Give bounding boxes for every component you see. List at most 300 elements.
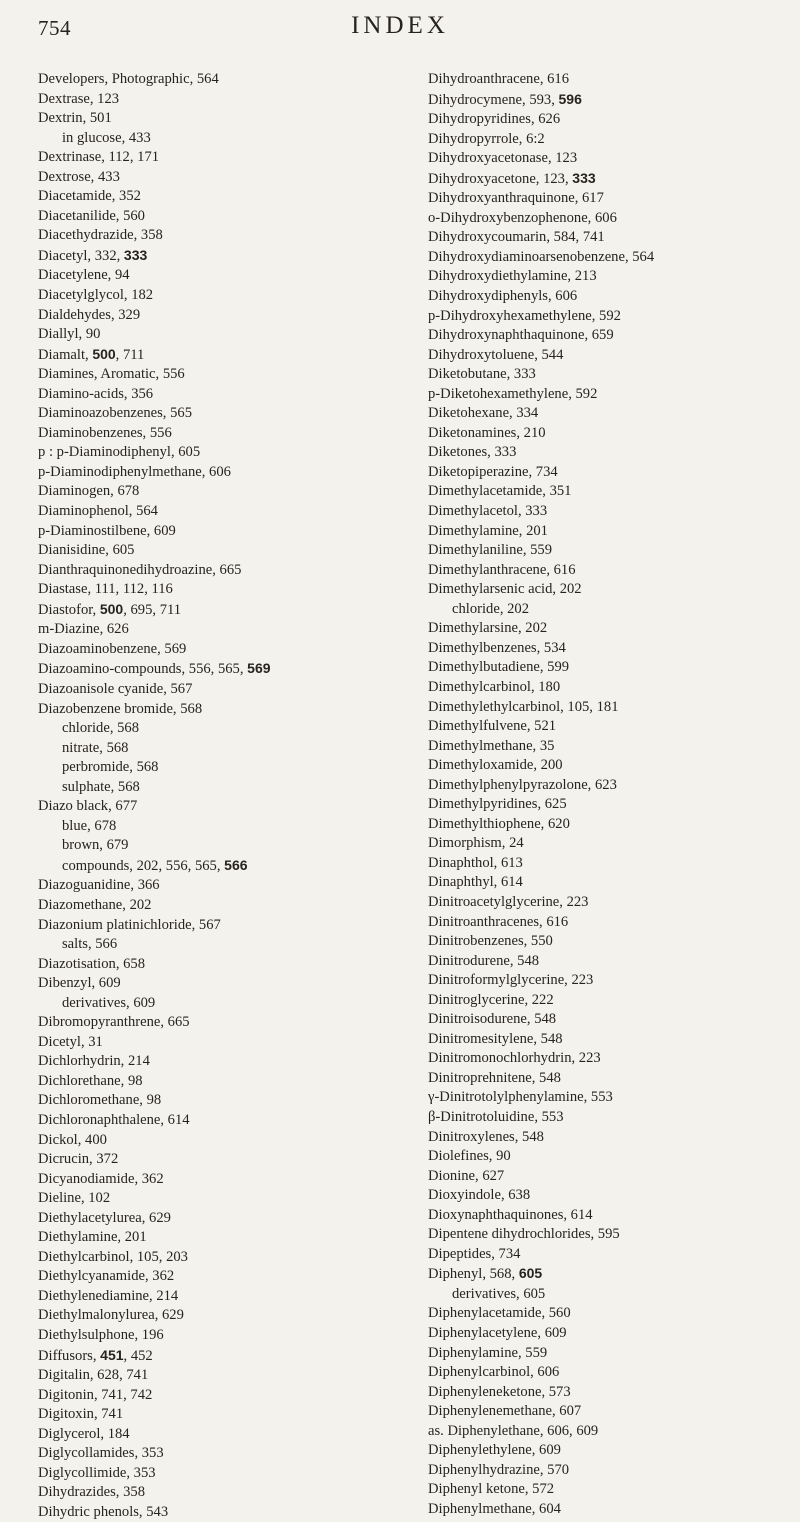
index-entry [428,1264,796,1285]
index-entry [38,541,418,561]
index-entry [428,1225,796,1245]
entry-text: Dihydroxyacetonase, 123 [428,150,578,167]
entry-text: Diketobutane, 333 [428,366,536,383]
index-entry [428,1069,796,1089]
entry-text: Dimethylthiophene, 620 [428,815,570,832]
entry-text: Dextrose, 433 [38,168,120,185]
index-entry [38,580,418,600]
entry-text: Diphenylenemethane, 607 [428,1403,582,1420]
entry-text: Dihydroxydiethylamine, 213 [428,268,597,285]
index-entry [428,1147,796,1167]
principal-page-ref: 596 [558,90,582,107]
index-entry [38,620,418,640]
entry-text: Dinitroanthracenes, 616 [428,913,569,930]
entry-text: blue, 678 [62,817,117,834]
entry-text: Diphenylmethane, 604 [428,1500,561,1517]
index-entry [38,1425,418,1445]
entry-text: Dimethylaniline, 559 [428,542,553,559]
index-entry [428,522,796,542]
index-entry [428,502,796,522]
entry-text: Dihydrocymene, 593, [428,91,559,108]
entry-text: Diazoamino-compounds, 556, 565, [38,661,248,678]
index-column-left [38,70,418,1522]
index-entry [428,307,796,327]
entry-text: Dichlorhydrin, 214 [38,1053,150,1070]
entry-text: in glucose, 433 [62,129,151,146]
entry-text: Dimethylacetamide, 351 [428,483,572,500]
index-subentry [38,129,418,149]
entry-text: Dimethylbutadiene, 599 [428,659,570,676]
index-entry [428,70,796,90]
entry-text: Diamalt, [38,346,93,363]
entry-text: Diacetanilide, 560 [38,207,145,224]
entry-text: Dimethylarsenic acid, 202 [428,581,582,598]
index-entry [428,149,796,169]
index-entry [38,463,418,483]
entry-text: sulphate, 568 [62,778,140,795]
index-entry [428,1480,796,1500]
index-entry [428,248,796,268]
index-entry [38,482,418,502]
index-entry [38,1248,418,1268]
entry-text: Diaminophenol, 564 [38,503,158,520]
index-entry [38,1306,418,1326]
index-entry [428,443,796,463]
index-subentry [428,1285,796,1305]
entry-text: Dextrinase, 112, 171 [38,149,160,166]
index-subentry [38,739,418,759]
index-entry [38,1072,418,1092]
entry-text: Diazonium platinichloride, 567 [38,916,221,933]
entry-text: Dihydroxytoluene, 544 [428,346,564,363]
entry-text: as. Diphenylethane, 606, 609 [428,1422,599,1439]
index-entry [428,932,796,952]
entry-text: Dihydropyridines, 626 [428,111,561,128]
index-entry [428,815,796,835]
entry-text: derivatives, 605 [452,1285,546,1302]
index-entry [38,1111,418,1131]
index-entry [428,952,796,972]
entry-text: Dimethylarsine, 202 [428,620,548,637]
index-entry [38,90,418,110]
index-entry [38,1150,418,1170]
index-entry [428,619,796,639]
entry-text: Dioxyindole, 638 [428,1187,531,1204]
entry-text: Diazotisation, 658 [38,955,146,972]
index-entry [38,286,418,306]
index-entry [428,756,796,776]
index-entry [38,109,418,129]
index-entry [38,640,418,660]
entry-text: Dichloromethane, 98 [38,1092,162,1109]
entry-text: o-Dihydroxybenzophenone, 606 [428,209,617,226]
entry-text: Dichlorethane, 98 [38,1072,143,1089]
entry-text: Dicrucin, 372 [38,1151,119,1168]
principal-page-ref: 500 [99,600,124,617]
index-entry [38,424,418,444]
index-entry [428,1363,796,1383]
entry-text: Dionine, 627 [428,1167,505,1184]
entry-text: Diolefines, 90 [428,1148,511,1165]
entry-text: p-Diaminostilbene, 609 [38,522,176,539]
entry-text: Dianthraquinonedihydroazine, 665 [38,561,242,578]
index-entry [428,346,796,366]
index-entry [38,443,418,463]
index-entry [428,1088,796,1108]
index-entry [428,854,796,874]
index-entry [38,916,418,936]
entry-text: Dieline, 102 [38,1190,111,1207]
index-entry [428,1441,796,1461]
index-entry [38,1287,418,1307]
entry-text: compounds, 202, 556, 565, [62,857,225,874]
entry-text: Dextrase, 123 [38,90,120,107]
index-entry [38,1013,418,1033]
index-entry [428,404,796,424]
entry-text: Diazoanisole cyanide, 567 [38,680,193,697]
entry-text: Diphenyl ketone, 572 [428,1481,555,1498]
index-entry [428,873,796,893]
entry-text: γ-Dinitrotolylphenylamine, 553 [428,1089,613,1106]
entry-text: Dihydropyrrole, 6:2 [428,130,545,147]
entry-text: Dinitroisodurene, 548 [428,1011,557,1028]
index-entry [428,326,796,346]
index-entry [38,1052,418,1072]
index-entry [38,1346,418,1367]
index-entry [38,266,418,286]
index-entry [38,974,418,994]
index-entry [38,246,418,267]
index-entry [428,658,796,678]
index-entry [38,522,418,542]
index-entry [38,306,418,326]
index-entry [428,169,796,190]
index-column-right [428,70,796,1519]
principal-page-ref: 451 [100,1346,124,1363]
entry-text: Diphenylhydrazine, 570 [428,1461,570,1478]
entry-text: Dimethylanthracene, 616 [428,561,576,578]
entry-text: Diethylamine, 201 [38,1229,147,1246]
index-entry [428,893,796,913]
entry-text: Dimethylmethane, 35 [428,737,555,754]
entry-text: Dinitroglycerine, 222 [428,991,554,1008]
index-entry [38,561,418,581]
index-entry [38,226,418,246]
entry-text: chloride, 202 [452,600,530,617]
index-entry [428,463,796,483]
index-entry [38,187,418,207]
entry-text: Dinitroxylenes, 548 [428,1128,544,1145]
entry-text: Diphenylcarbinol, 606 [428,1364,560,1381]
entry-text: Diketopiperazine, 734 [428,463,558,480]
entry-text: Diethylenediamine, 214 [38,1287,179,1304]
index-entry [428,834,796,854]
index-entry [38,797,418,817]
index-entry [38,1170,418,1190]
entry-text: Dioxynaphthaquinones, 614 [428,1206,593,1223]
index-subentry [428,600,796,620]
entry-text: Diamines, Aromatic, 556 [38,366,185,383]
entry-text: Dimethylethylcarbinol, 105, 181 [428,698,619,715]
index-entry [38,1091,418,1111]
index-entry [428,1500,796,1520]
entry-text: Dimorphism, 24 [428,835,524,852]
entry-text-after: , 711 [115,346,145,363]
index-entry [38,1033,418,1053]
index-entry [38,1444,418,1464]
principal-page-ref: 566 [224,856,248,873]
index-entry [38,680,418,700]
index-entry [428,1010,796,1030]
entry-text: Diazo black, 677 [38,798,138,815]
index-entry [428,1304,796,1324]
principal-page-ref: 569 [247,660,271,677]
entry-text: Dimethyloxamide, 200 [428,757,563,774]
index-entry [428,228,796,248]
entry-text: Diaminoazobenzenes, 565 [38,405,192,422]
index-entry [38,1267,418,1287]
entry-text: Dinitrodurene, 548 [428,952,540,969]
index-entry [38,168,418,188]
index-subentry [38,817,418,837]
entry-text: Dextrin, 501 [38,110,112,127]
index-entry [428,1402,796,1422]
entry-text: Dibenzyl, 609 [38,975,121,992]
index-entry [428,580,796,600]
index-subentry [38,758,418,778]
entry-text: Dihydroxydiphenyls, 606 [428,288,578,305]
index-entry [38,325,418,345]
entry-text: Dihydroanthracene, 616 [428,71,570,87]
principal-page-ref: 333 [572,169,596,186]
index-entry [38,659,418,680]
index-entry [38,1209,418,1229]
entry-text: Dipeptides, 734 [428,1245,521,1262]
index-entry [428,991,796,1011]
index-entry [428,971,796,991]
entry-text: Diketones, 333 [428,444,517,461]
index-entry [428,561,796,581]
index-entry [428,1167,796,1187]
index-entry [428,913,796,933]
index-entry [38,1228,418,1248]
entry-text: Dihydric phenols, 543 [38,1503,169,1520]
running-head: INDEX [351,12,449,39]
index-entry [38,1326,418,1346]
entry-text: perbromide, 568 [62,759,159,776]
entry-text: Diallyl, 90 [38,326,101,343]
entry-text: Diazobenzene bromide, 568 [38,700,203,717]
principal-page-ref: 500 [92,345,116,362]
index-entry [428,424,796,444]
index-entry [38,1483,418,1503]
index-entry [38,1503,418,1522]
index-entry [428,1030,796,1050]
index-entry [428,1206,796,1226]
index-entry [38,1464,418,1484]
entry-text: Diazoguanidine, 366 [38,877,160,894]
entry-text: Diketohexane, 334 [428,405,539,422]
index-entry [38,365,418,385]
index-entry [428,698,796,718]
entry-text: Dialdehydes, 329 [38,306,141,323]
index-entry [428,1108,796,1128]
entry-text: Diketonamines, 210 [428,424,546,441]
index-entry [428,1324,796,1344]
principal-page-ref: 605 [518,1265,543,1282]
entry-text: Dicetyl, 31 [38,1033,103,1050]
index-entry [38,876,418,896]
entry-text: brown, 679 [62,837,129,854]
entry-text: Diglycollamides, 353 [38,1445,164,1462]
entry-text: Dimethylacetol, 333 [428,503,548,520]
index-entry [428,482,796,502]
entry-text: Digitalin, 628, 741 [38,1367,149,1384]
index-entry [428,541,796,561]
entry-text: Diffusors, [38,1347,101,1364]
entry-text: chloride, 568 [62,720,140,737]
entry-text: Dimethylfulvene, 521 [428,718,557,735]
index-entry [428,267,796,287]
index-entry [38,148,418,168]
entry-text: Diethylmalonylurea, 629 [38,1307,184,1324]
entry-text-after: , 695, 711 [123,601,182,618]
index-entry [38,70,418,90]
index-entry [38,385,418,405]
entry-text: Dimethylamine, 201 [428,522,548,539]
entry-text: p : p-Diaminodiphenyl, 605 [38,444,201,461]
entry-text: p-Dihydroxyhexamethylene, 592 [428,307,621,324]
index-entry [38,896,418,916]
index-entry [428,1186,796,1206]
entry-text: Dinitrobenzenes, 550 [428,933,553,950]
entry-text: Diacethydrazide, 358 [38,227,163,244]
index-entry [38,955,418,975]
entry-text: Dinaphthyl, 614 [428,874,523,891]
entry-text: Diphenylacetylene, 609 [428,1325,567,1341]
entry-text: Dibromopyranthrene, 665 [38,1014,190,1031]
entry-text: Dinitroacetylglycerine, 223 [428,893,589,910]
index-entry [428,737,796,757]
entry-text: nitrate, 568 [62,739,129,756]
index-entry [38,207,418,227]
entry-text: Diphenylamine, 559 [428,1344,548,1361]
entry-text: Dichloronaphthalene, 614 [38,1111,190,1128]
principal-page-ref: 333 [123,246,148,263]
entry-text: Diastase, 111, 112, 116 [38,581,173,598]
entry-text: Dinaphthol, 613 [428,854,523,871]
index-entry [428,1461,796,1481]
index-entry [428,1422,796,1442]
entry-text: Dihydrazides, 358 [38,1484,145,1501]
entry-text: Diacetylglycol, 182 [38,287,154,304]
index-entry [428,1049,796,1069]
index-subentry [38,836,418,856]
index-entry [38,1405,418,1425]
index-entry [38,1189,418,1209]
entry-text: Diazomethane, 202 [38,896,152,913]
index-subentry [38,778,418,798]
entry-text: Diphenyleneketone, 573 [428,1383,571,1400]
entry-text: Dihydroxycoumarin, 584, 741 [428,229,605,246]
index-entry [428,639,796,659]
entry-text: Dipentene dihydrochlorides, 595 [428,1226,620,1243]
index-entry [428,717,796,737]
entry-text: Dinitromesitylene, 548 [428,1030,563,1047]
entry-text: Dimethylphenylpyrazolone, 623 [428,776,617,793]
entry-text: p-Diaminodiphenylmethane, 606 [38,463,231,480]
entry-text: Dimethylcarbinol, 180 [428,678,561,695]
entry-text: Digitonin, 741, 742 [38,1386,153,1403]
index-entry [428,1245,796,1265]
entry-text: Diethylacetylurea, 629 [38,1209,171,1226]
entry-text: Diacetamide, 352 [38,188,141,205]
index-entry [428,678,796,698]
entry-text: Diphenylacetamide, 560 [428,1305,571,1322]
entry-text: Dihydroxydiaminoarsenobenzene, 564 [428,248,655,265]
index-entry [428,365,796,385]
entry-text: Dianisidine, 605 [38,542,135,559]
entry-text: Dimethylbenzenes, 534 [428,639,566,656]
page-number: 754 [38,16,71,40]
index-entry [428,1383,796,1403]
index-entry [428,1128,796,1148]
entry-text: Dimethylpyridines, 625 [428,796,567,813]
entry-text: Dickol, 400 [38,1131,107,1148]
entry-text: Diphenyl, 568, [428,1266,519,1283]
index-entry [428,189,796,209]
index-entry [38,1131,418,1151]
index-entry [428,385,796,405]
index-subentry [38,719,418,739]
index-entry [428,130,796,150]
index-entry [428,287,796,307]
entry-text: Dinitroprehnitene, 548 [428,1069,561,1086]
index-entry [428,795,796,815]
index-entry [38,502,418,522]
index-subentry [38,994,418,1014]
entry-text: Diaminobenzenes, 556 [38,424,172,441]
entry-text: Dihydroxyacetone, 123, [428,170,573,187]
index-entry [428,209,796,229]
entry-text: Diazoaminobenzene, 569 [38,640,187,657]
index-entry [38,600,418,621]
entry-text: Developers, Photographic, 564 [38,71,219,87]
entry-text: Dihydroxynaphthaquinone, 659 [428,327,614,344]
entry-text: Diethylcyanamide, 362 [38,1268,175,1285]
entry-text: Diacetyl, 332, [38,247,124,264]
entry-text: salts, 566 [62,936,118,953]
entry-text: Diethylcarbinol, 105, 203 [38,1248,188,1265]
entry-text: Diglycerol, 184 [38,1425,130,1442]
index-entry [38,345,418,366]
index-entry [428,1344,796,1364]
entry-text: Diastofor, [38,601,100,618]
entry-text: Diglycollimide, 353 [38,1464,156,1481]
index-subentry [38,856,418,877]
index-entry [428,776,796,796]
entry-text: Dinitromonochlorhydrin, 223 [428,1050,601,1067]
index-entry [428,90,796,111]
entry-text-after: , 452 [123,1347,153,1364]
index-entry [38,404,418,424]
entry-text: Diethylsulphone, 196 [38,1327,164,1343]
entry-text: Diacetylene, 94 [38,267,130,284]
entry-text: derivatives, 609 [62,994,156,1011]
entry-text: Diamino-acids, 356 [38,385,154,402]
entry-text: p-Diketohexamethylene, 592 [428,385,598,402]
index-subentry [38,935,418,955]
